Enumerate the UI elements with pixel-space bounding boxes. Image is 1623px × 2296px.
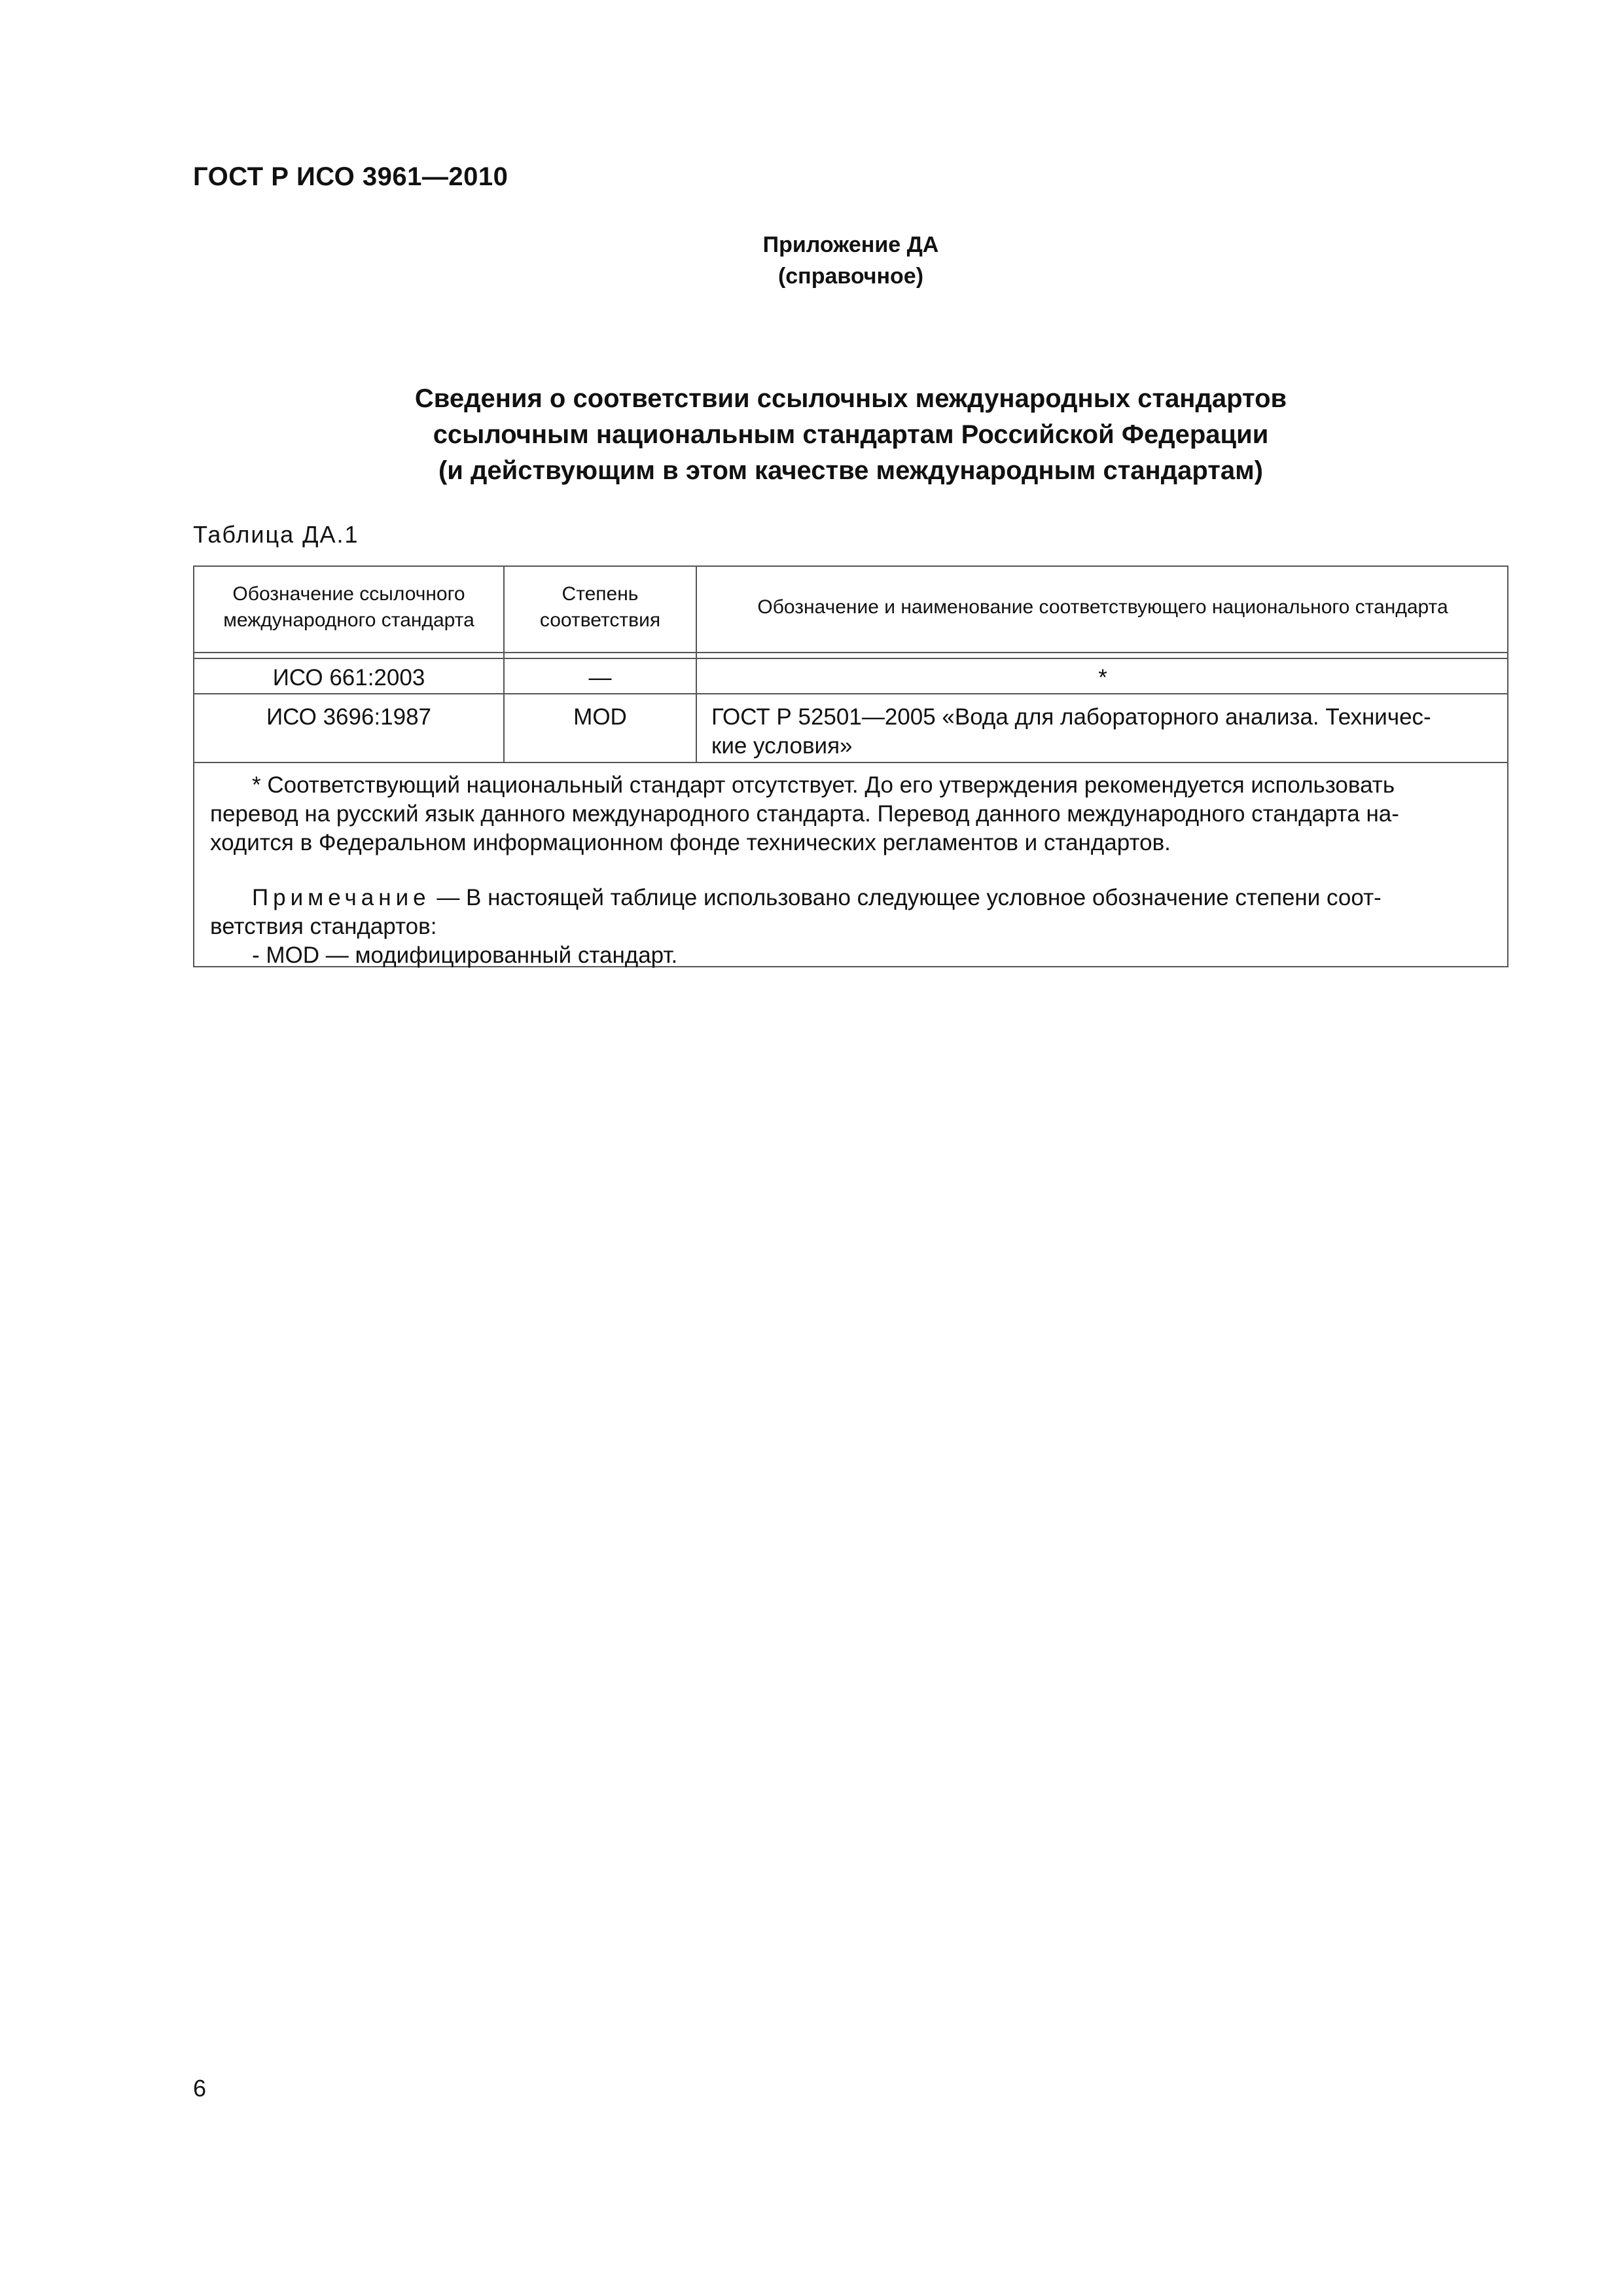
heading-line-1: Сведения о соответствии ссылочных международных стандартов (414, 384, 1287, 413)
note-line-1 (210, 884, 1493, 912)
appendix-type: (справочное) (777, 264, 924, 289)
national-line-2: кие условия» (711, 733, 853, 759)
correspondence-table (193, 565, 1508, 967)
national-line-1: ГОСТ Р 52501—2005 «Вода для лабораторного анализа. Техничес- (711, 704, 1431, 730)
notes-divider (194, 762, 1507, 763)
table-cell-intl: ИСО 661:2003 (272, 665, 425, 691)
table-caption: Таблица ДА.1 (193, 521, 359, 548)
footnote-line-1: * Соответствующий национальный стандарт отсутствует. До его утверждения рекомендуется использовать (252, 772, 1395, 798)
header-intl-line-1: Обозначение ссылочного (232, 583, 465, 605)
header-degree-line-1: Степень (562, 583, 639, 605)
table-cell-degree: MOD (573, 704, 627, 730)
row-divider (194, 693, 1507, 694)
header-intl-line-2: международного стандарта (223, 609, 474, 631)
note-line-2: ветствия стандартов: (210, 914, 437, 939)
header-intl-standard (194, 581, 503, 634)
note-legend: - MOD — модифицированный стандарт. (252, 942, 678, 968)
header-degree-line-2: соответствия (539, 609, 661, 631)
table-notes (210, 771, 1493, 970)
header-divider (194, 658, 1507, 659)
header-divider (194, 652, 1507, 653)
document-code: ГОСТ Р ИСО 3961—2010 (193, 162, 508, 191)
heading-line-2: ссылочным национальным стандартам Российской Федерации (433, 420, 1269, 449)
note-text: — В настоящей таблице использовано следующее условное обозначение степени соот- (430, 885, 1382, 910)
header-degree (505, 581, 696, 634)
table-cell-national (711, 703, 1490, 761)
appendix-title: Приложение ДА (762, 232, 939, 257)
table-cell-national: * (1098, 665, 1107, 691)
header-national-standard: Обозначение и наименование соответствующего национального стандарта (757, 596, 1448, 618)
note-label: Примечание (252, 885, 431, 910)
heading-line-3: (и действующим в этом качестве международным стандартам) (438, 456, 1264, 485)
table-cell-degree: — (588, 665, 612, 691)
table-cell-intl: ИСО 3696:1987 (266, 704, 432, 730)
section-heading (193, 381, 1508, 489)
footnote-line-3: ходится в Федеральном информационном фонде технических регламентов и стандартов. (210, 830, 1171, 855)
footnote-line-2: перевод на русский язык данного международного стандарта. Перевод данного международного стандарта на- (210, 801, 1399, 827)
page-number: 6 (193, 2075, 207, 2102)
